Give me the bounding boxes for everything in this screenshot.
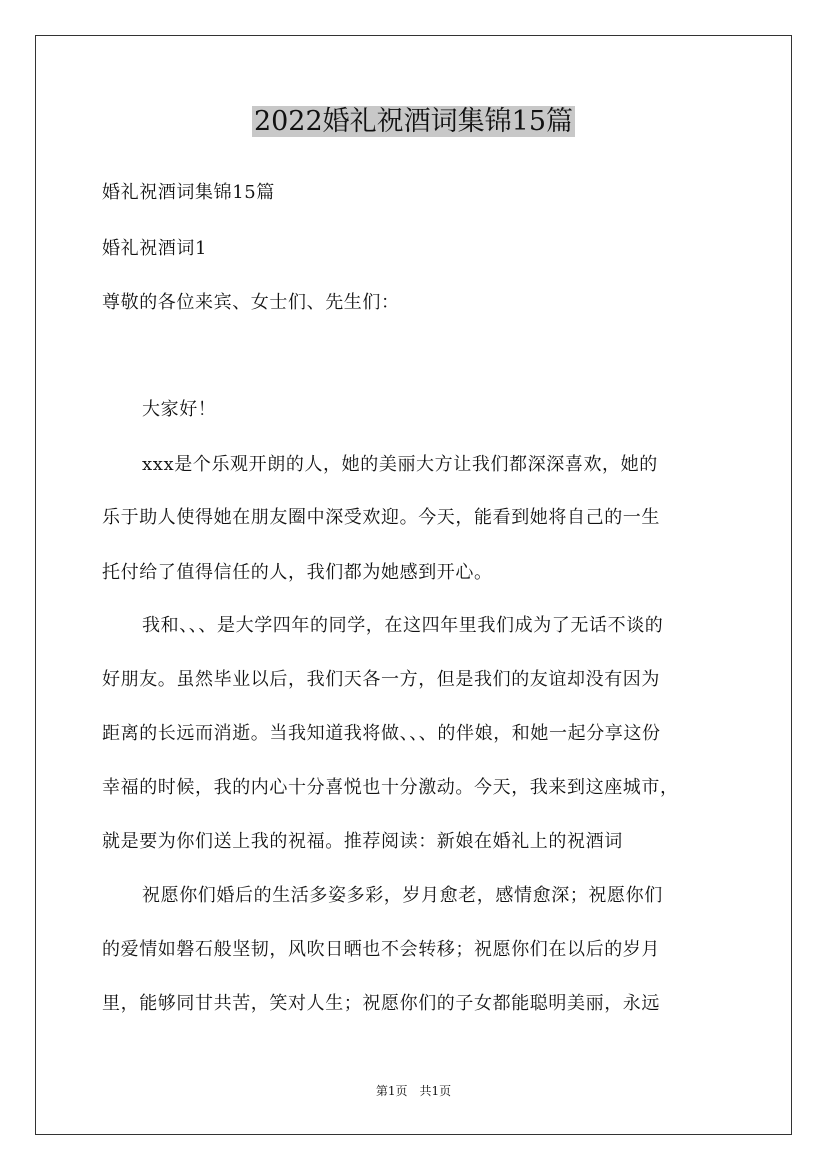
- paragraph-line: 好朋友。虽然毕业以后，我们天各一方，但是我们的友谊却没有因为: [102, 669, 660, 690]
- page-footer: 第1页 共1页: [375, 1084, 452, 1098]
- paragraph-line: 幸福的时候，我的内心十分喜悦也十分激动。今天，我来到这座城市，: [102, 777, 679, 798]
- greeting-line: 大家好！: [142, 399, 217, 420]
- paragraph-line: 托付给了值得信任的人，我们都为她感到开心。: [102, 562, 493, 583]
- paragraph-line: 的爱情如磐石般坚韧，风吹日晒也不会转移；祝愿你们在以后的岁月: [102, 939, 660, 960]
- document-title-text: 2022婚礼祝酒词集锦15篇: [253, 106, 574, 137]
- paragraph-line: 距离的长远而消逝。当我知道我将做、、、的伴娘，和她一起分享这份: [102, 723, 661, 744]
- paragraph-line: 乐于助人使得她在朋友圈中深受欢迎。今天，能看到她将自己的一生: [102, 507, 660, 528]
- paragraph-line: xxx是个乐观开朗的人，她的美丽大方让我们都深深喜欢，她的: [142, 454, 658, 475]
- salutation-line: 尊敬的各位来宾、女士们、先生们：: [102, 292, 400, 313]
- paragraph-line: 祝愿你们婚后的生活多姿多彩，岁月愈老，感情愈深；祝愿你们: [142, 885, 663, 906]
- document-title: [0, 102, 827, 142]
- subtitle-line: 婚礼祝酒词集锦15篇: [102, 182, 275, 203]
- section-heading: 婚礼祝酒词1: [102, 238, 208, 259]
- paragraph-line: 里，能够同甘共苦，笑对人生；祝愿你们的子女都能聪明美丽，永远: [102, 993, 660, 1014]
- paragraph-line: 就是要为你们送上我的祝福。推荐阅读：新娘在婚礼上的祝酒词: [102, 831, 623, 852]
- paragraph-line: 我和、、、是大学四年的同学，在这四年里我们成为了无话不谈的: [142, 615, 664, 636]
